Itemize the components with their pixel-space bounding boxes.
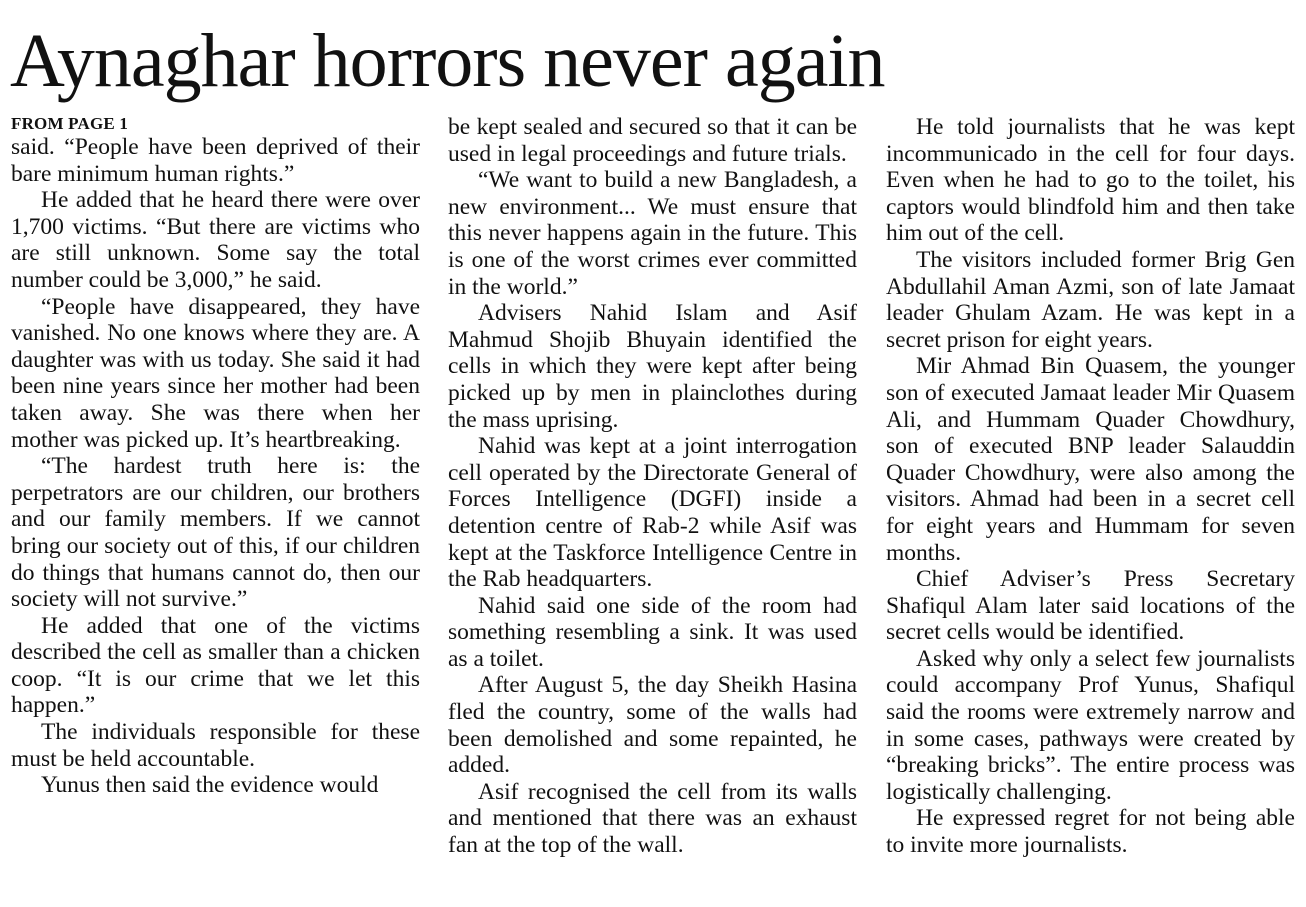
paragraph: “We want to build a new Bangladesh, a new environment... We must ensure that this never happens again in the future. This is one of the worst crimes ever committed in the world.” [448,167,857,300]
paragraph: Nahid was kept at a joint interrogation cell operated by the Directorate General of Forces Intelligence (DGFI) inside a detention centre of Rab-2 while Asif was kept at the Taskforce Intelligence Centre in the Rab headquarters. [448,433,857,593]
paragraph: Asif recognised the cell from its walls and mentioned that there was an exhaust fan at the top of the wall. [448,778,857,859]
paragraph: said. “People have been deprived of their bare minimum human rights.” [11,134,420,187]
article-column-2 [448,114,857,894]
article-column-3 [886,114,1295,894]
paragraph: Nahid said one side of the room had something resembling a sink. It was used as a toilet. [448,592,857,672]
paragraph: The individuals responsible for these must be held accountable. [11,719,420,772]
paragraph: “The hardest truth here is: the perpetrators are our children, our brothers and our family members. If we cannot bring our society out of this, if our children do things that humans cannot do, then our society will not survive.” [11,453,420,613]
paragraph: be kept sealed and secured so that it can be used in legal proceedings and future trials. [448,114,857,167]
paragraph: After August 5, the day Sheikh Hasina fled the country, some of the walls had been demolished and some repainted, he added. [448,672,857,779]
paragraph: Chief Adviser’s Press Secretary Shafiqul Alam later said locations of the secret cells would be identified. [886,566,1295,646]
paragraph: He added that one of the victims described the cell as smaller than a chicken coop. “It is our crime that we let this happen.” [11,612,420,719]
paragraph: Asked why only a select few journalists could accompany Prof Yunus, Shafiqul said the rooms were extremely narrow and in some cases, pathways were created by “breaking bricks”. The entire process was logistically challenging. [886,645,1295,805]
paragraph: Mir Ahmad Bin Quasem, the younger son of executed Jamaat leader Mir Quasem Ali, and Hummam Quader Chowdhury, son of executed BNP leader Salauddin Quader Chowdhury, were also among the visitors. Ahmad had been in a secret cell for eight years and Hummam for seven months. [886,353,1295,566]
paragraph: He told journalists that he was kept incommunicado in the cell for four days. Even when he had to go to the toilet, his captors would blindfold him and then take him out of the cell. [886,114,1295,247]
paragraph: Yunus then said the evidence would [41,772,379,799]
paragraph: The visitors included former Brig Gen Abdullahil Aman Azmi, son of late Jamaat leader Ghulam Azam. He was kept in a secret prison for eight years. [886,246,1295,353]
paragraph: He added that he heard there were over 1,700 victims. “But there are victims who are still unknown. Some say the total number could be 3,000,” he said. [11,187,420,293]
continued-from-label: FROM PAGE 1 [11,114,129,133]
paragraph: “People have disappeared, they have vanished. No one knows where they are. A daughter was with us today. She said it had been nine years since her mother had been taken away. She was there when her mother was picked up. It’s heartbreaking. [11,293,420,453]
paragraph: He expressed regret for not being able to invite more journalists. [886,805,1295,859]
article-column-1 [11,114,420,894]
paragraph: Advisers Nahid Islam and Asif Mahmud Shojib Bhuyain identified the cells in which they were kept after being picked up by men in plainclothes during the mass uprising. [448,300,857,433]
headline: Aynaghar horrors never again [10,19,885,103]
